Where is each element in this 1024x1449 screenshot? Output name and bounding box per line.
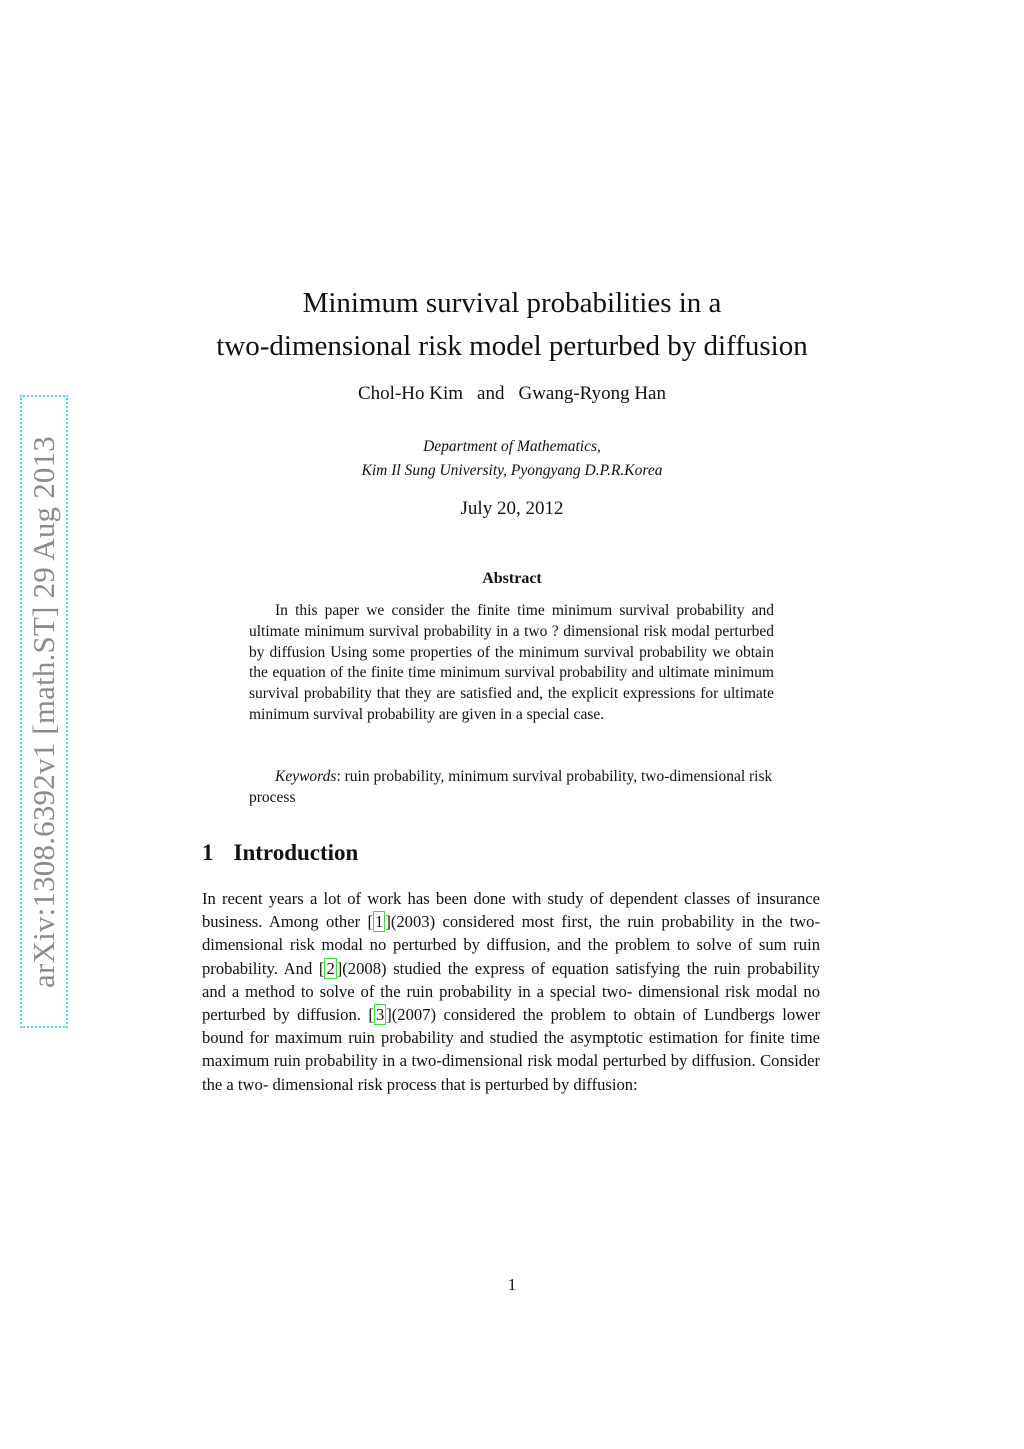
- arxiv-stamp: [20, 395, 68, 1028]
- author-2: Gwang-Ryong Han: [518, 383, 666, 404]
- citation-link-2[interactable]: 2: [326, 958, 335, 978]
- abstract-text: In this paper we consider the finite time minimum survival probability and ultimate minimum survival probability in a two ? dimensional risk modal perturbed by diffusion Using some properties of the minimum survival probability we obtain the equation of the finite time minimum survival probability and ultimate minimum survival probability that they are satisfied and, the explicit expressions for ultimate minimum survival probability are given in a special case.: [249, 602, 774, 723]
- intro-text-1: In recent years a lot of work has been done with study of dependent classes of insurance business. Among other [: [202, 889, 820, 932]
- section-number: 1: [202, 840, 214, 865]
- intro-text-2: ](2003) considered most first, the ruin probability in the two-dimensional risk modal no perturbed by diffusion, and the problem to solve of sum ruin probability. And [: [202, 912, 820, 978]
- intro-text-3: ](2008) studied the express of equation satisfying the ruin probability and a method to solve of the ruin probability in a special two- dimensional risk modal no perturbed by diffusion. [: [202, 958, 820, 1025]
- keywords-label: Keywords: [275, 768, 337, 785]
- intro-paragraph: [202, 887, 820, 1096]
- intro-text-4: ](2007) considered the problem to obtain of Lundbergs lower bound for maximum ruin probability and studied the asymptotic estimation for finite time maximum ruin probability in a two-dimensional risk modal perturbed by diffusion. Consider the a two- dimensional risk process that is perturbed by diffusion:: [202, 1005, 820, 1094]
- keywords-text: : ruin probability, minimum survival probability, two-dimensional risk process: [249, 768, 773, 806]
- affiliation: [200, 435, 824, 483]
- author-1: Chol-Ho Kim: [358, 383, 464, 404]
- paper-date: July 20, 2012: [460, 498, 564, 519]
- arxiv-stamp-text: arXiv:1308.6392v1 [math.ST] 29 Aug 2013: [26, 435, 61, 988]
- title-line-2: two-dimensional risk model perturbed by diffusion: [216, 330, 808, 362]
- keywords: [249, 767, 774, 809]
- section-title: Introduction: [233, 840, 359, 865]
- page-number: 1: [507, 1275, 517, 1294]
- paper-title: [200, 282, 824, 368]
- section-heading-introduction: [202, 840, 358, 866]
- affiliation-line-2: Kim Il Sung University, Pyongyang D.P.R.Korea: [361, 462, 663, 479]
- author-list: [200, 383, 824, 405]
- citation-link-1[interactable]: 1: [375, 912, 384, 932]
- abstract-heading: Abstract: [482, 570, 542, 587]
- affiliation-line-1: Department of Mathematics,: [423, 438, 601, 455]
- author-conjunction: and: [477, 383, 505, 404]
- title-line-1: Minimum survival probabilities in a: [302, 287, 722, 319]
- citation-link-3[interactable]: 3: [375, 1005, 385, 1025]
